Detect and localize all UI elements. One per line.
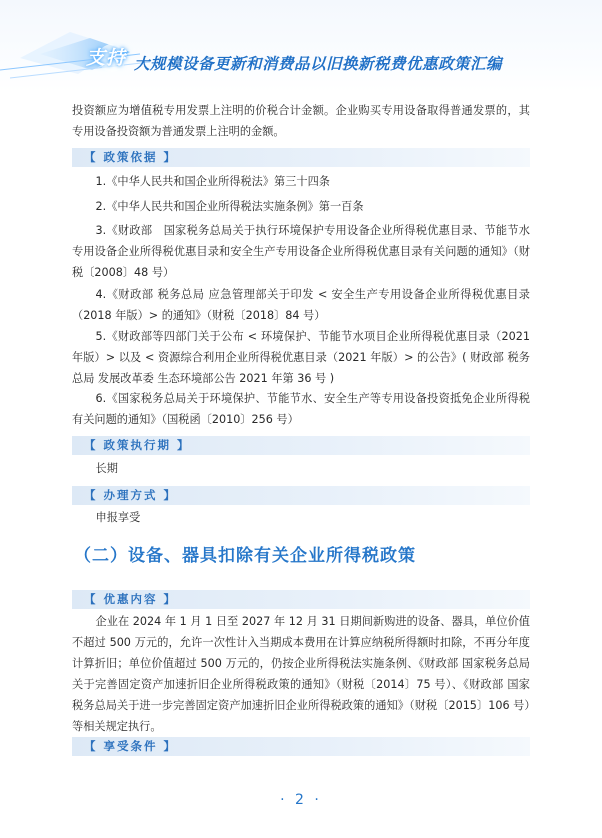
page-number: · 2 · xyxy=(280,792,322,808)
policy-basis-item: 3.《财政部 国家税务总局关于执行环境保护专用设备企业所得税优惠目录、节能节水专用设备企业所得税优惠目录和安全生产专用设备企业所得税优惠目录有关问题的通知》（财税〔2008〕48 号） xyxy=(72,224,530,279)
policy-basis-item: 5.《财政部等四部门关于公布 < 环境保护、节能节水项目企业所得税优惠目录（2021 年版）> 以及 < 资源综合利用企业所得税优惠目录（2021 年版）> 的公告》( 财政部 税务总局 发展改革委 生态环境部公告 2021 年第 36 号 ) xyxy=(72,330,530,385)
policy-basis-item: 6.《国家税务总局关于环境保护、节能节水、安全生产等专用设备投资抵免企业所得税有关问题的通知》（国税函〔2010〕256 号） xyxy=(72,392,530,426)
handling-method-value: 申报享受 xyxy=(95,511,141,524)
handling-method-heading: 【 办理方式 】 xyxy=(72,486,530,505)
header-logo-text: 支持 xyxy=(86,47,127,69)
benefit-content-paragraph: 企业在 2024 年 1 月 1 日至 2027 年 12 月 31 日期间新购进的设备、器具，单位价值不超过 500 万元的，允许一次性计入当期成本费用在计算应纳税所得额时扣除，不再分年度计算折旧；单位价值超过 500 万元的，仍按企业所得税法实施条例、《财政部 国家税务总局关于完善固定资产加速折旧企业所得税政策的通知》（财税〔2014〕75 号）、《财政部 国家税务总局关于进一步完善固定资产加速折旧企业所得税政策的通知》（财税〔2015〕106 号）等相关规定执行。 xyxy=(72,615,530,733)
policy-basis-heading: 【 政策依据 】 xyxy=(72,148,530,167)
policy-basis-item: 4.《财政部 税务总局 应急管理部关于印发 < 安全生产专用设备企业所得税优惠目录（2018 年版）> 的通知》（财税〔2018〕84 号） xyxy=(72,288,530,322)
eligibility-conditions-heading: 【 享受条件 】 xyxy=(72,737,530,756)
execution-period-heading: 【 政策执行期 】 xyxy=(72,436,530,455)
section-title: （二）设备、器具扣除有关企业所得税政策 xyxy=(74,546,416,566)
policy-basis-item: 1.《中华人民共和国企业所得税法》第三十四条 xyxy=(95,175,330,188)
policy-basis-item: 2.《中华人民共和国企业所得税法实施条例》第一百条 xyxy=(95,200,364,213)
benefit-content-heading: 【 优惠内容 】 xyxy=(72,590,530,609)
header-title: 大规模设备更新和消费品以旧换新税费优惠政策汇编 xyxy=(134,54,503,73)
execution-period-value: 长期 xyxy=(95,462,118,475)
intro-paragraph: 投资额应为增值税专用发票上注明的价税合计金额。企业购买专用设备取得普通发票的，其专用设备投资额为普通发票上注明的金额。 xyxy=(72,104,530,138)
